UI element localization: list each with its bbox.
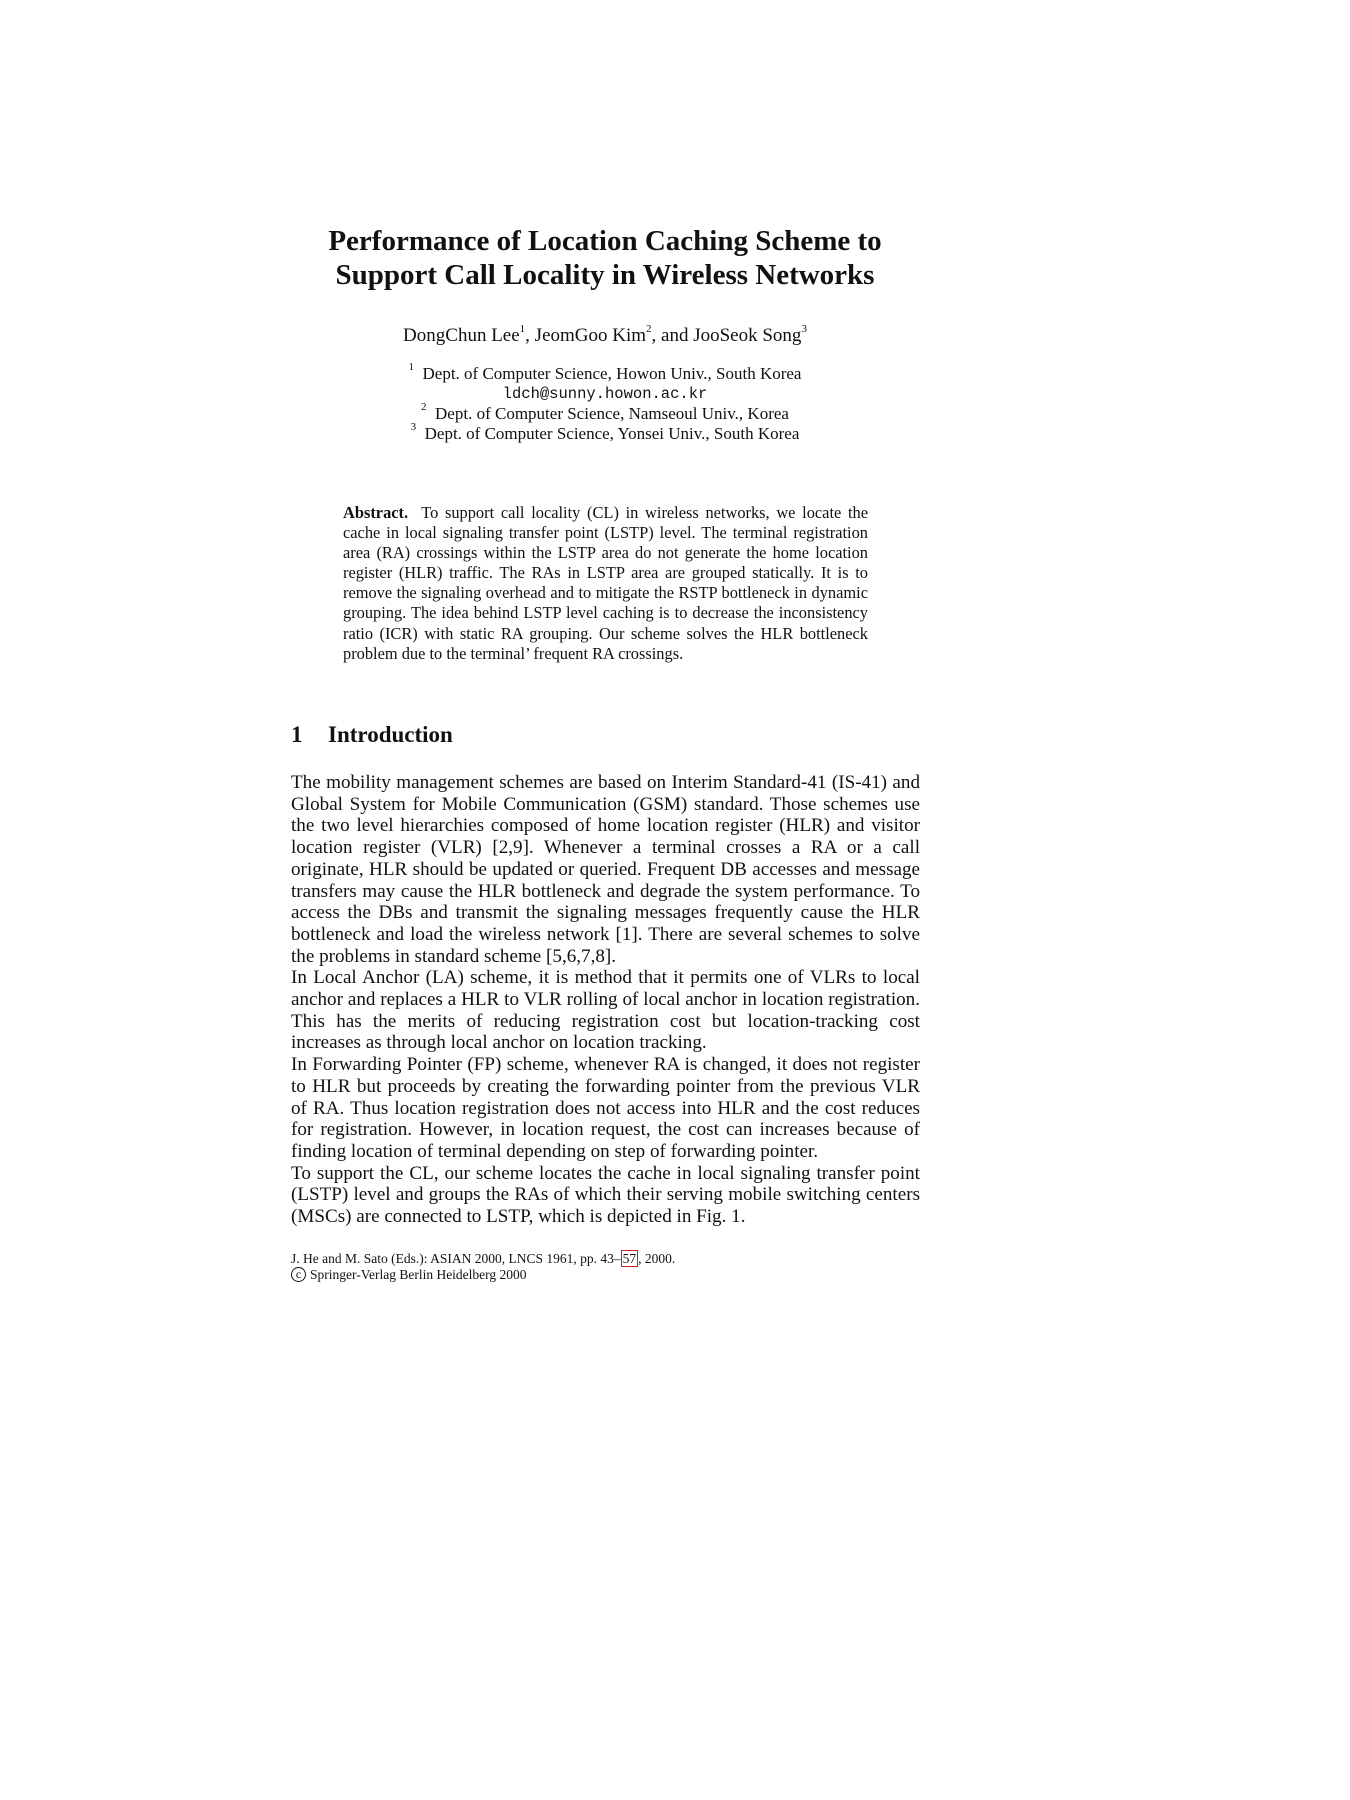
section-number: 1 — [291, 722, 303, 747]
section-heading — [291, 721, 921, 749]
affiliation-3 — [320, 421, 890, 444]
title-line-1: Performance of Location Caching Scheme to — [328, 225, 882, 257]
author-separator: , — [525, 325, 535, 346]
abstract-label: Abstract. — [343, 503, 409, 522]
abstract-text: To support call locality (CL) in wireless networks, we locate the cache in local signaling transfer point (LSTP) level. The terminal registration area (RA) crossings within the LSTP area do not generate the home location register (HLR) traffic. The RAs in LSTP area are grouped statically. It is to remove the signaling overhead and to mitigate the RSTP bottleneck in dynamic grouping. The idea behind LSTP level caching is to decrease the inconsistency ratio (ICR) with static RA grouping. Our scheme solves the HLR bottleneck problem due to the terminal’ frequent RA crossings. — [343, 503, 868, 663]
copyright-text: Springer-Verlag Berlin Heidelberg 2000 — [310, 1267, 527, 1282]
section-body — [291, 772, 920, 1228]
author-affil-mark: 2 — [646, 322, 652, 335]
affil-mark: 3 — [410, 421, 417, 434]
affiliation-1 — [320, 361, 890, 384]
author-name: JooSeok Song — [693, 325, 802, 346]
page-range-link[interactable]: 57 — [622, 1251, 637, 1266]
paragraph: To support the CL, our scheme locates the cache in local signaling transfer point (LSTP) level and groups the RAs of which their serving mobile switching centers (MSCs) are connected to LSTP, which is depicted in Fig. 1. — [291, 1162, 920, 1228]
author-affil-mark: 1 — [519, 322, 526, 335]
citation-year: , 2000. — [638, 1251, 676, 1266]
page-footer — [291, 1251, 920, 1283]
affil-mark: 1 — [408, 361, 415, 374]
section-title: Introduction — [328, 722, 453, 747]
copyright-line — [291, 1267, 920, 1283]
paragraph: In Local Anchor (LA) scheme, it is method that it permits one of VLRs to local anchor and replaces a HLR to VLR rolling of local anchor in location registration. This has the merits of reducing registration cost but location-tracking cost increases as through local anchor on location tracking. — [291, 967, 920, 1054]
title-line-2: Support Call Locality in Wireless Networks — [335, 259, 875, 291]
affil-text: Dept. of Computer Science, Namseoul Univ., Korea — [435, 404, 789, 423]
affiliation-2 — [320, 401, 890, 424]
abstract — [343, 503, 868, 664]
author-affil-mark: 3 — [801, 322, 807, 335]
affil-text: Dept. of Computer Science, Howon Univ., South Korea — [422, 364, 802, 383]
paper-title — [320, 224, 890, 292]
affiliations — [320, 361, 890, 444]
affil-text: Dept. of Computer Science, Yonsei Univ., South Korea — [424, 424, 800, 443]
citation-line — [291, 1251, 920, 1267]
paragraph: The mobility management schemes are based on Interim Standard-41 (IS-41) and Global System for Mobile Communication (GSM) standard. Those schemes use the two level hierarchies composed of home location register (HLR) and visitor location register (VLR) [2,9]. Whenever a terminal crosses a RA or a call originate, HLR should be updated or queried. Frequent DB accesses and message transfers may cause the HLR bottleneck and degrade the system performance. To access the DBs and transmit the signaling messages frequently cause the HLR bottleneck and load the wireless network [1]. There are several schemes to solve the problems in standard scheme [5,6,7,8]. — [291, 772, 920, 967]
author-email[interactable]: ldch@sunny.howon.ac.kr — [502, 385, 708, 403]
citation-text: J. He and M. Sato (Eds.): ASIAN 2000, LNCS 1961, pp. 43– — [291, 1251, 621, 1266]
affil-mark: 2 — [421, 401, 427, 414]
author-separator: , and — [651, 325, 694, 346]
paragraph: In Forwarding Pointer (FP) scheme, whenever RA is changed, it does not register to HLR but proceeds by creating the forwarding pointer from the previous VLR of RA. Thus location registration does not access into HLR and the cost reduces for registration. However, in location request, the cost can increases because of finding location of terminal depending on step of forwarding pointer. — [291, 1054, 920, 1162]
author-name: JeomGoo Kim — [534, 325, 647, 346]
author-name: DongChun Lee — [403, 325, 520, 346]
author-list — [320, 324, 890, 348]
copyright-icon: c — [291, 1267, 306, 1282]
